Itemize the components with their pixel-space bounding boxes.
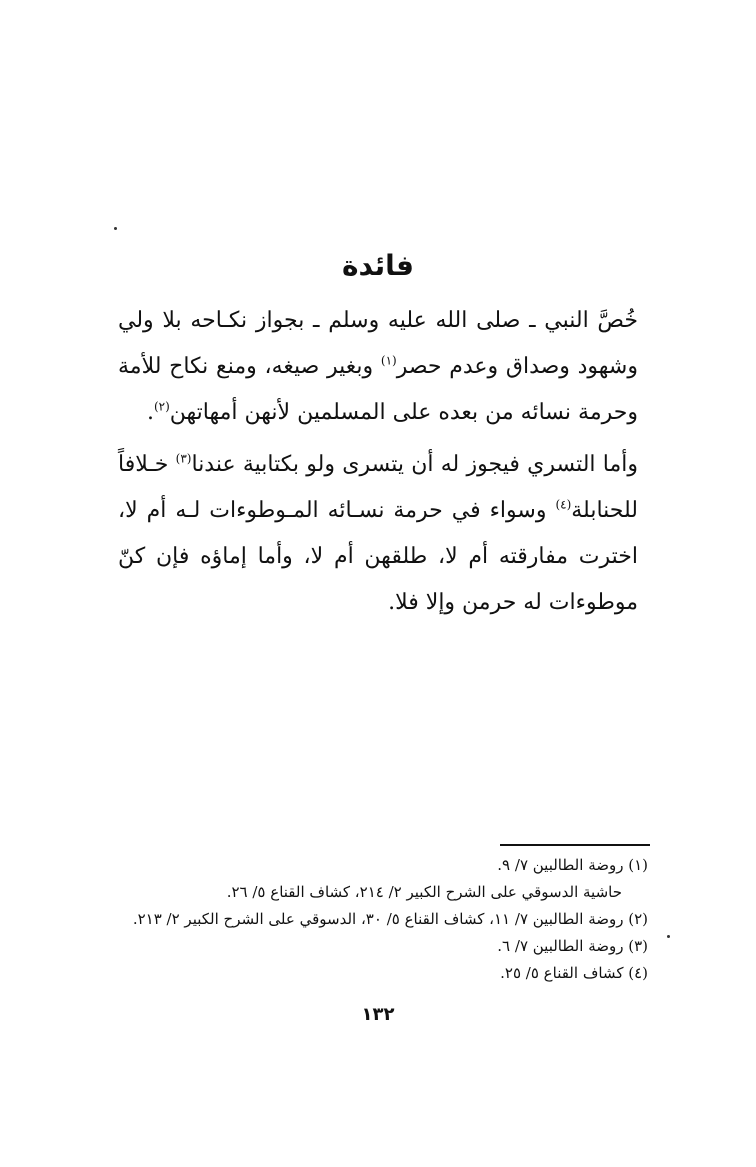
paragraph-1-text-a: خُصَّ النبي ـ صلى الله عليه وسلم ـ بجواز نكـاحه بلا ولي وشهود وصداق وعدم حصر [118,308,638,379]
paragraph-2-text-b: خـلافاً للحنابلة [118,452,638,523]
paragraph-1-text-b: وبغير صيغه، ومنع نكاح للأمة وحرمة نسائه من بعده على المسلمين لأنهن أمهاتهن [118,354,638,425]
footnote-4: (٤) كشاف القناع ٥/ ٢٥. [500,964,648,982]
section-heading: فائدة [341,249,415,282]
footnote-3: (٣) روضة الطالبين ٧/ ٦. [497,937,648,955]
paragraph-2-text-c: وسواء في حرمة نسـائه المـوطوءات لـه أم لا، اخترت مفارقته أم لا، طلقهن أم لا، وأما إماؤه فإن كنّ موطوءات له حرمن وإلا فلا. [118,498,638,615]
paragraph-1 [118,298,638,436]
paragraph-2 [118,442,638,626]
page-number: ١٣٢ [361,1004,395,1025]
footnote-separator [500,844,650,846]
footnote-ref-3: (٣) [175,451,192,466]
print-speck [667,935,670,938]
footnote-ref-4: (٤) [555,497,572,512]
paragraph-1-text-c: . [146,400,154,425]
paragraph-2-text-a: وأما التسري فيجوز له أن يتسرى ولو بكتابية عندنا [191,452,639,477]
footnote-ref-2: (٢) [153,399,170,414]
footnote-2: (٢) روضة الطالبين ٧/ ١١، كشاف القناع ٥/ ٣٠، الدسوقي على الشرح الكبير ٢/ ٢١٣. [132,910,648,928]
footnote-ref-1: (١) [380,353,397,368]
print-speck [114,227,117,230]
footnotes [118,852,648,987]
footnote-1: (١) روضة الطالبين ٧/ ٩. [497,856,648,874]
footnote-1-continuation: حاشية الدسوقي على الشرح الكبير ٢/ ٢١٤، كشاف القناع ٥/ ٢٦. [226,883,622,901]
